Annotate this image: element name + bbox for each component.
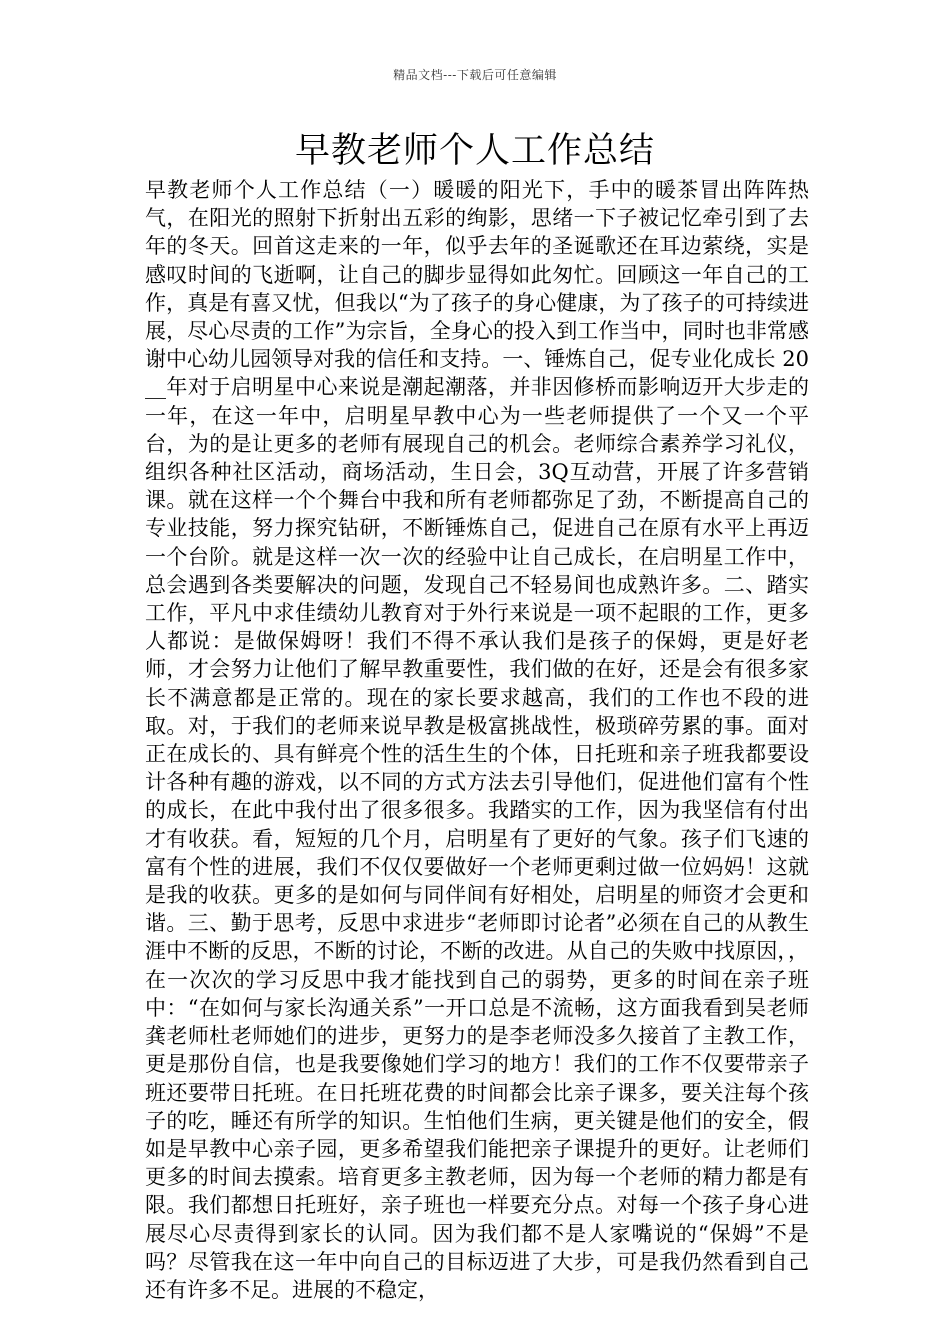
document-title: 早教老师个人工作总结 — [294, 131, 655, 171]
page-header: 精品文档---下载后可任意编辑 — [393, 68, 557, 82]
document-body: 早教老师个人工作总结（一）暖暖的阳光下，手中的暖茶冒出阵阵热气，在阳光的照射下折射出五彩的绚影，思绪一下子被记忆牵引到了去年的冬天。回首这走来的一年，似乎去年的圣诞歌还在耳边萦绕，实是感叹时间的飞逝啊，让自己的脚步显得如此匆忙。回顾这一年自己的工作，真是有喜又忧，但我以“为了孩子的身心健康，为了孩子的可持续进展，尽心尽责的工作”为宗旨，全身心的投入到工作当中，同时也非常感谢中心幼儿园领导对我的信任和支持。一、锤炼自己，促专业化成长 20__年对于启明星中心来说是潮起潮落，并非因修桥而影响迈开大步走的一年，在这一年中，启明星早教中心为一些老师提供了一个又一个平台，为的是让更多的老师有展现自己的机会。老师综合素养学习礼仪，组织各种社区活动，商场活动，生日会，3Q互动营，开展了许多营销课。就在这样一个个舞台中我和所有老师都弥足了劲，不断提高自己的专业技能，努力探究钻研，不断锤炼自己，促进自己在原有水平上再迈一个台阶。就是这样一次一次的经验中让自己成长，在启明星工作中，总会遇到各类要解决的问题，发现自己不轻易间也成熟许多。二、踏实工作，平凡中求佳绩幼儿教育对于外行来说是一项不起眼的工作，更多人都说：是做保姆呀！我们不得不承认我们是孩子的保姆，更是好老师，才会努力让他们了解早教重要性，我们做的在好，还是会有很多家长不满意都是正常的。现在的家长要求越高，我们的工作也不段的进取。对，于我们的老师来说早教是极富挑战性，极琐碎劳累的事。面对正在成长的、具有鲜亮个性的活生生的个体，日托班和亲子班我都要设计各种有趣的游戏，以不同的方式方法去引导他们，促进他们富有个性的成长，在此中我付出了很多很多。我踏实的工作，因为我坚信有付出才有收获。看，短短的几个月，启明星有了更好的气象。孩子们飞速的富有个性的进展，我们不仅仅要做好一个老师更剩过做一位妈妈！这就是我的收获。更多的是如何与同伴间有好相处，启明星的师资才会更和谐。三、勤于思考，反思中求进步“老师即讨论者”必须在自己的从教生涯中不断的反思，不断的讨论，不断的改进。从自己的失败中找原因，，在一次次的学习反思中我才能找到自己的弱势，更多的时间在亲子班中：“在如何与家长沟通关系”一开口总是不流畅，这方面我看到吴老师龚老师杜老师她们的进步，更努力的是李老师没多久接首了主教工作，更是那份自信，也是我要像她们学习的地方！我们的工作不仅要带亲子班还要带日托班。在日托班花费的时间都会比亲子课多，要关注每个孩子的吃，睡还有所学的知识。生怕他们生病，更关键是他们的安全，假如是早教中心亲子园，更多希望我们能把亲子课提升的更好。让老师们更多的时间去摸索。培育更多主教老师，因为每一个老师的精力都是有限。我们都想日托班好，亲子班也一样要充分点。对每一个孩子身心进展尽心尽责得到家长的认同。因为我们都不是人家嘴说的“保姆”不是吗？尽管我在这一年中向自己的目标迈进了大步，可是我仍然看到自己还有许多不足。进展的不稳定， — [145, 178, 809, 1302]
